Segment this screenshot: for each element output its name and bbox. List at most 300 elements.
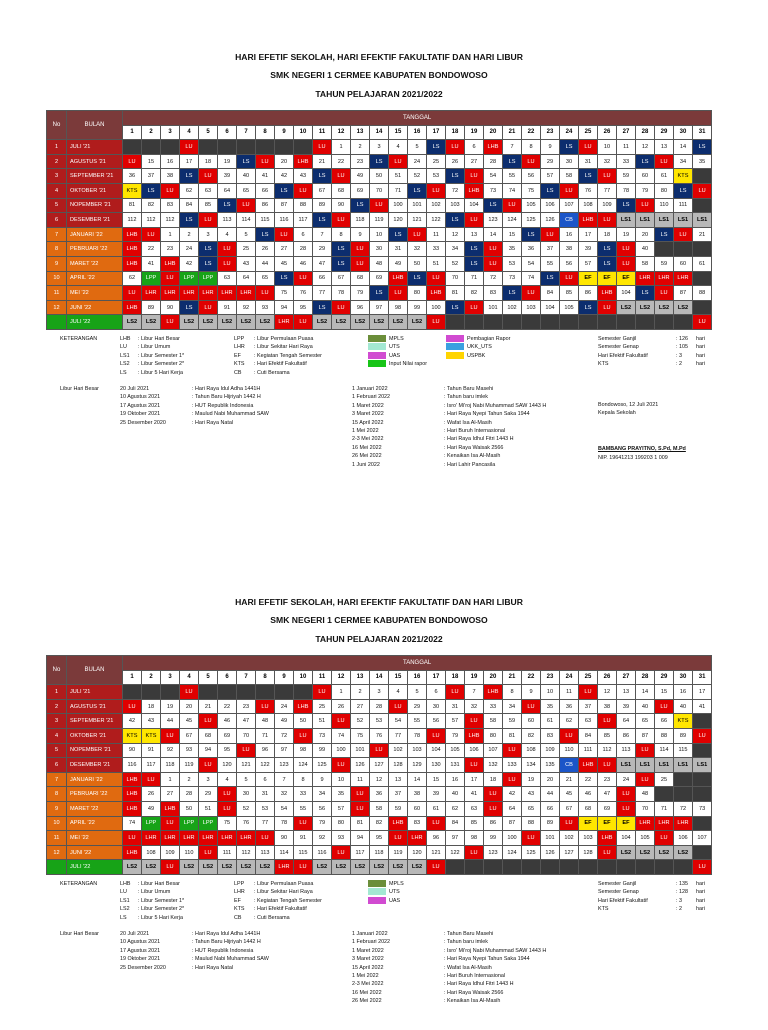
day-cell: LHR xyxy=(180,831,199,846)
day-cell: 43 xyxy=(294,169,313,184)
day-cell: 47 xyxy=(313,256,332,271)
day-cell xyxy=(579,315,598,330)
day-cell: LU xyxy=(465,758,484,773)
day-cell: 100 xyxy=(503,831,522,846)
day-cell: 24 xyxy=(275,699,294,714)
legend-swatch xyxy=(368,352,386,359)
day-cell: LS xyxy=(332,256,351,271)
day-cell: 72 xyxy=(275,728,294,743)
day-cell: 48 xyxy=(636,787,655,802)
day-cell: 103 xyxy=(579,831,598,846)
day-cell: 130 xyxy=(427,758,446,773)
day-cell: 94 xyxy=(351,831,370,846)
day-cell: LU xyxy=(199,300,218,315)
day-cell: 15 xyxy=(655,685,674,700)
day-cell: 19 xyxy=(218,154,237,169)
summary-label: Semester Genap xyxy=(598,889,639,896)
day-cell: LU xyxy=(389,831,408,846)
day-cell: LU xyxy=(598,758,617,773)
day-cell: 55 xyxy=(294,801,313,816)
day-cell: LU xyxy=(389,154,408,169)
day-cell: 18 xyxy=(199,154,218,169)
day-cell: LU xyxy=(237,743,256,758)
legend-desc: : Libur Semester 1* xyxy=(138,897,185,904)
day-cell: 86 xyxy=(617,728,636,743)
day-cell: 64 xyxy=(237,271,256,286)
day-cell: 30 xyxy=(427,699,446,714)
day-cell: 12 xyxy=(598,685,617,700)
holiday-name: : Wafat Isa Al-Masih xyxy=(444,419,492,426)
day-cell: EF xyxy=(598,271,617,286)
day-cell: 108 xyxy=(522,743,541,758)
day-cell: LS2 xyxy=(218,860,237,875)
month-row xyxy=(47,787,712,802)
day-cell: 85 xyxy=(560,286,579,301)
day-cell: 17 xyxy=(693,685,712,700)
header-day: 4 xyxy=(180,125,199,140)
holiday-date: 1 Juni 2022 xyxy=(352,461,380,468)
summary-value: : 3 xyxy=(676,352,682,359)
summary-unit: hari xyxy=(696,344,705,351)
day-cell: LS1 xyxy=(674,758,693,773)
month-row xyxy=(47,286,712,301)
legend-item: LU xyxy=(120,889,127,896)
day-cell: 78 xyxy=(275,816,294,831)
day-cell xyxy=(693,845,712,860)
day-cell xyxy=(484,315,503,330)
month-name: NOPEMBER '21 xyxy=(67,743,123,758)
day-cell: 22 xyxy=(218,699,237,714)
day-cell: LU xyxy=(313,140,332,155)
day-cell: LS2 xyxy=(199,860,218,875)
row-number: 8 xyxy=(47,242,67,257)
summary-unit: hari xyxy=(696,880,705,887)
summary-unit: hari xyxy=(696,889,705,896)
day-cell: 135 xyxy=(541,758,560,773)
day-cell: 36 xyxy=(560,699,579,714)
day-cell: LS xyxy=(408,183,427,198)
header-day: 30 xyxy=(674,125,693,140)
day-cell: 19 xyxy=(161,699,180,714)
day-cell xyxy=(693,772,712,787)
row-number: 11 xyxy=(47,286,67,301)
day-cell: LS1 xyxy=(693,213,712,228)
holiday-name: : Hari Raya Natal xyxy=(192,419,234,426)
day-cell: LS xyxy=(655,227,674,242)
legend-swatch xyxy=(446,343,464,350)
day-cell: 128 xyxy=(389,758,408,773)
row-number: 7 xyxy=(47,772,67,787)
header-day: 8 xyxy=(256,670,275,685)
legend-swatch xyxy=(368,897,386,904)
day-cell: 99 xyxy=(484,831,503,846)
day-cell: 71 xyxy=(256,728,275,743)
day-cell: LS2 xyxy=(655,845,674,860)
day-cell: LU xyxy=(199,213,218,228)
day-cell: 53 xyxy=(256,801,275,816)
title-line-1: HARI EFETIF SEKOLAH, HARI EFEKTIF FAKULTATIF DAN HARI LIBUR xyxy=(235,597,523,607)
month-name: AGUSTUS '21 xyxy=(67,154,123,169)
day-cell: 102 xyxy=(560,831,579,846)
day-cell: 69 xyxy=(598,801,617,816)
header-day: 20 xyxy=(484,125,503,140)
day-cell: LS xyxy=(142,183,161,198)
legend-swatch-item: Input Nilai rapor xyxy=(368,360,427,368)
header-day: 22 xyxy=(522,125,541,140)
month-name: JANUARI '22 xyxy=(67,772,123,787)
day-cell: LHB xyxy=(484,685,503,700)
day-cell: 42 xyxy=(503,787,522,802)
day-cell: 19 xyxy=(522,772,541,787)
day-cell: LS2 xyxy=(218,315,237,330)
day-cell: 111 xyxy=(579,743,598,758)
day-cell: 102 xyxy=(427,198,446,213)
holiday-date: 10 Agustus 2021 xyxy=(120,939,161,946)
day-cell: 86 xyxy=(484,816,503,831)
day-cell: 72 xyxy=(484,271,503,286)
day-cell xyxy=(674,787,693,802)
day-cell: LHB xyxy=(579,213,598,228)
day-cell: LHR xyxy=(142,286,161,301)
day-cell: 58 xyxy=(484,714,503,729)
day-cell: 111 xyxy=(674,198,693,213)
day-cell: 36 xyxy=(123,169,142,184)
day-cell: LS xyxy=(180,169,199,184)
legend xyxy=(46,880,712,1030)
day-cell xyxy=(142,685,161,700)
day-cell: LPP xyxy=(142,816,161,831)
day-cell: 60 xyxy=(522,714,541,729)
day-cell: 70 xyxy=(370,183,389,198)
day-cell: LU xyxy=(693,315,712,330)
holiday-name: : Hari Raya Waisak 2566 xyxy=(444,444,504,451)
day-cell: 84 xyxy=(180,198,199,213)
month-row xyxy=(47,728,712,743)
day-cell: 125 xyxy=(522,845,541,860)
day-cell: 35 xyxy=(693,154,712,169)
day-cell: 76 xyxy=(370,728,389,743)
row-number: 9 xyxy=(47,801,67,816)
day-cell xyxy=(693,300,712,315)
header-day: 1 xyxy=(123,670,142,685)
day-cell: 116 xyxy=(313,845,332,860)
day-cell: 29 xyxy=(541,154,560,169)
day-cell: LU xyxy=(427,728,446,743)
day-cell: 122 xyxy=(446,845,465,860)
legend-desc: : Libur Umum xyxy=(138,344,171,351)
day-cell: 34 xyxy=(503,699,522,714)
legend-item: LHR xyxy=(234,344,245,351)
day-cell: LS2 xyxy=(332,860,351,875)
day-cell: 59 xyxy=(389,801,408,816)
day-cell: 92 xyxy=(161,743,180,758)
day-cell: 71 xyxy=(655,801,674,816)
summary-label: KTS xyxy=(598,906,609,913)
day-cell: LU xyxy=(560,183,579,198)
day-cell: LU xyxy=(674,227,693,242)
legend-swatch xyxy=(368,343,386,350)
day-cell: LS2 xyxy=(313,860,332,875)
month-row xyxy=(47,315,712,330)
day-cell xyxy=(123,140,142,155)
day-cell: LU xyxy=(693,728,712,743)
day-cell: 65 xyxy=(237,183,256,198)
header-day: 9 xyxy=(275,670,294,685)
day-cell: 88 xyxy=(693,286,712,301)
keterangan-label: KETERANGAN xyxy=(60,335,98,342)
day-cell: 40 xyxy=(446,787,465,802)
day-cell: LU xyxy=(294,271,313,286)
legend-item: EF xyxy=(234,352,241,359)
day-cell: 35 xyxy=(332,787,351,802)
day-cell: 64 xyxy=(218,183,237,198)
day-cell: 17 xyxy=(579,227,598,242)
day-cell: KTS xyxy=(674,714,693,729)
day-cell: 9 xyxy=(541,140,560,155)
day-cell: LS xyxy=(674,183,693,198)
day-cell: LU xyxy=(294,816,313,831)
day-cell: 24 xyxy=(180,242,199,257)
day-cell xyxy=(275,685,294,700)
day-cell: LU xyxy=(180,140,199,155)
day-cell: 39 xyxy=(218,169,237,184)
month-name: JUNI '22 xyxy=(67,300,123,315)
day-cell: LU xyxy=(256,831,275,846)
day-cell: LU xyxy=(142,227,161,242)
day-cell: 5 xyxy=(408,140,427,155)
day-cell: LS2 xyxy=(408,315,427,330)
day-cell: EF xyxy=(617,816,636,831)
summary-label: Semester Ganjil xyxy=(598,880,637,887)
day-cell xyxy=(693,714,712,729)
day-cell: LS xyxy=(218,198,237,213)
day-cell: 43 xyxy=(522,787,541,802)
day-cell: 11 xyxy=(351,772,370,787)
day-cell: 49 xyxy=(351,169,370,184)
day-cell: 63 xyxy=(218,271,237,286)
day-cell: 51 xyxy=(389,169,408,184)
day-cell: LS xyxy=(370,286,389,301)
day-cell: 119 xyxy=(389,845,408,860)
holiday-date: 1 Maret 2022 xyxy=(352,402,384,409)
day-cell: LHR xyxy=(237,286,256,301)
legend-desc: : Kegiatan Tengah Semester xyxy=(254,897,322,904)
day-cell: 79 xyxy=(636,183,655,198)
day-cell: LU xyxy=(218,801,237,816)
day-cell: LS xyxy=(503,286,522,301)
day-cell: 54 xyxy=(484,169,503,184)
day-cell xyxy=(275,140,294,155)
day-cell: 57 xyxy=(541,169,560,184)
summary-label: Hari Efektif Fakultatif xyxy=(598,897,648,904)
day-cell: LS xyxy=(446,213,465,228)
day-cell: 78 xyxy=(408,728,427,743)
day-cell: 85 xyxy=(465,816,484,831)
day-cell xyxy=(579,860,598,875)
holiday-name: : Kenaikan Isa Al-Masih xyxy=(444,998,501,1005)
day-cell: 5 xyxy=(408,685,427,700)
day-cell: 88 xyxy=(294,198,313,213)
day-cell: LU xyxy=(427,315,446,330)
holiday-name: : Maulud Nabi Muhammad SAW xyxy=(192,411,269,418)
day-cell xyxy=(256,140,275,155)
day-cell: 25 xyxy=(427,154,446,169)
calendar-table xyxy=(46,655,712,875)
day-cell: 33 xyxy=(294,787,313,802)
legend-item: LPP xyxy=(234,880,245,887)
day-cell: LU xyxy=(522,831,541,846)
summary-value: : 128 xyxy=(676,889,688,896)
header-day: 16 xyxy=(408,670,427,685)
day-cell: 79 xyxy=(313,816,332,831)
day-cell: 75 xyxy=(522,183,541,198)
day-cell: LHB xyxy=(123,300,142,315)
day-cell: LS2 xyxy=(180,315,199,330)
day-cell: LPP xyxy=(180,271,199,286)
legend-desc: : Libur Permulaan Puasa xyxy=(254,335,314,342)
day-cell: 24 xyxy=(408,154,427,169)
day-cell: 90 xyxy=(332,198,351,213)
day-cell: 37 xyxy=(389,787,408,802)
day-cell: LPP xyxy=(199,816,218,831)
day-cell: 20 xyxy=(541,772,560,787)
day-cell: LS xyxy=(465,256,484,271)
row-number: 7 xyxy=(47,227,67,242)
day-cell: LHR xyxy=(275,315,294,330)
day-cell: 25 xyxy=(655,772,674,787)
day-cell: 13 xyxy=(655,140,674,155)
day-cell: 71 xyxy=(465,271,484,286)
day-cell: 105 xyxy=(636,831,655,846)
day-cell: 72 xyxy=(446,183,465,198)
summary-value: : 105 xyxy=(676,344,688,351)
day-cell: 11 xyxy=(617,140,636,155)
day-cell: 86 xyxy=(579,286,598,301)
header-day: 21 xyxy=(503,670,522,685)
header-day: 6 xyxy=(218,125,237,140)
day-cell xyxy=(294,140,313,155)
calendar-table xyxy=(46,110,712,330)
row-number: 4 xyxy=(47,183,67,198)
day-cell: 70 xyxy=(237,728,256,743)
day-cell: 81 xyxy=(123,198,142,213)
day-cell xyxy=(199,685,218,700)
day-cell: LHB xyxy=(161,256,180,271)
day-cell: LS1 xyxy=(617,758,636,773)
day-cell: 69 xyxy=(370,271,389,286)
day-cell: LS xyxy=(332,242,351,257)
legend-desc: : Libur Umum xyxy=(138,889,171,896)
month-name: NOPEMBER '21 xyxy=(67,198,123,213)
title-line-3: TAHUN PELAJARAN 2021/2022 xyxy=(315,89,443,99)
header-day: 13 xyxy=(351,125,370,140)
month-row xyxy=(47,801,712,816)
day-cell: 81 xyxy=(503,728,522,743)
day-cell: 71 xyxy=(389,183,408,198)
day-cell: 54 xyxy=(389,714,408,729)
day-cell: 90 xyxy=(123,743,142,758)
holiday-name: : Hari Raya Natal xyxy=(192,964,234,971)
row-number: 6 xyxy=(47,213,67,228)
holiday-date: 1 Januari 2022 xyxy=(352,930,388,937)
day-cell: 2 xyxy=(351,685,370,700)
day-cell: 89 xyxy=(674,728,693,743)
day-cell xyxy=(655,787,674,802)
day-cell: 95 xyxy=(218,743,237,758)
day-cell: 23 xyxy=(237,699,256,714)
header-day: 4 xyxy=(180,670,199,685)
day-cell: 120 xyxy=(218,758,237,773)
holiday-date: 1 Mei 2022 xyxy=(352,972,379,979)
day-cell: 105 xyxy=(560,300,579,315)
day-cell: 79 xyxy=(446,728,465,743)
holiday-name: : Tahun baru imlek xyxy=(444,394,488,401)
month-row xyxy=(47,845,712,860)
day-cell xyxy=(674,315,693,330)
day-cell: 61 xyxy=(655,169,674,184)
day-cell: LS2 xyxy=(237,860,256,875)
day-cell: 68 xyxy=(199,728,218,743)
holiday-name: : Tahun Baru Hijriyah 1442 H xyxy=(192,394,261,401)
legend-item: LS1 xyxy=(120,352,130,359)
day-cell: 49 xyxy=(142,801,161,816)
day-cell: 18 xyxy=(598,227,617,242)
legend-item: EF xyxy=(234,897,241,904)
day-cell: LU xyxy=(503,743,522,758)
legend-desc: : Kegiatan Tengah Semester xyxy=(254,352,322,359)
day-cell: 109 xyxy=(161,845,180,860)
day-cell: 18 xyxy=(142,699,161,714)
day-cell: LU xyxy=(161,728,180,743)
header-day: 10 xyxy=(294,670,313,685)
day-cell: LU xyxy=(617,801,636,816)
month-row xyxy=(47,743,712,758)
day-cell: 124 xyxy=(503,845,522,860)
header-day: 19 xyxy=(465,670,484,685)
legend-item: CB xyxy=(234,369,242,376)
day-cell: 20 xyxy=(636,227,655,242)
month-row xyxy=(47,227,712,242)
day-cell xyxy=(218,685,237,700)
day-cell: LU xyxy=(332,845,351,860)
day-cell xyxy=(674,860,693,875)
day-cell: 16 xyxy=(446,772,465,787)
day-cell xyxy=(123,685,142,700)
day-cell: 77 xyxy=(256,816,275,831)
day-cell: 47 xyxy=(237,714,256,729)
month-name: JULI '22 xyxy=(67,315,123,330)
row-number: 2 xyxy=(47,154,67,169)
day-cell: 72 xyxy=(674,801,693,816)
day-cell: 104 xyxy=(465,198,484,213)
day-cell xyxy=(598,315,617,330)
day-cell xyxy=(693,743,712,758)
day-cell: LS xyxy=(617,198,636,213)
day-cell: LU xyxy=(617,256,636,271)
day-cell: 30 xyxy=(560,154,579,169)
month-name: SEPTEMBER '21 xyxy=(67,169,123,184)
calendar-section-2 xyxy=(46,597,712,1030)
day-cell: EF xyxy=(598,816,617,831)
day-cell: 28 xyxy=(370,699,389,714)
day-cell: 3 xyxy=(199,227,218,242)
day-cell: 129 xyxy=(408,758,427,773)
day-cell: LHB xyxy=(123,772,142,787)
month-row xyxy=(47,213,712,228)
day-cell: 109 xyxy=(598,198,617,213)
holiday-name: : Hari Raya Idul Adha 1441H xyxy=(192,385,261,392)
day-cell: 100 xyxy=(389,198,408,213)
